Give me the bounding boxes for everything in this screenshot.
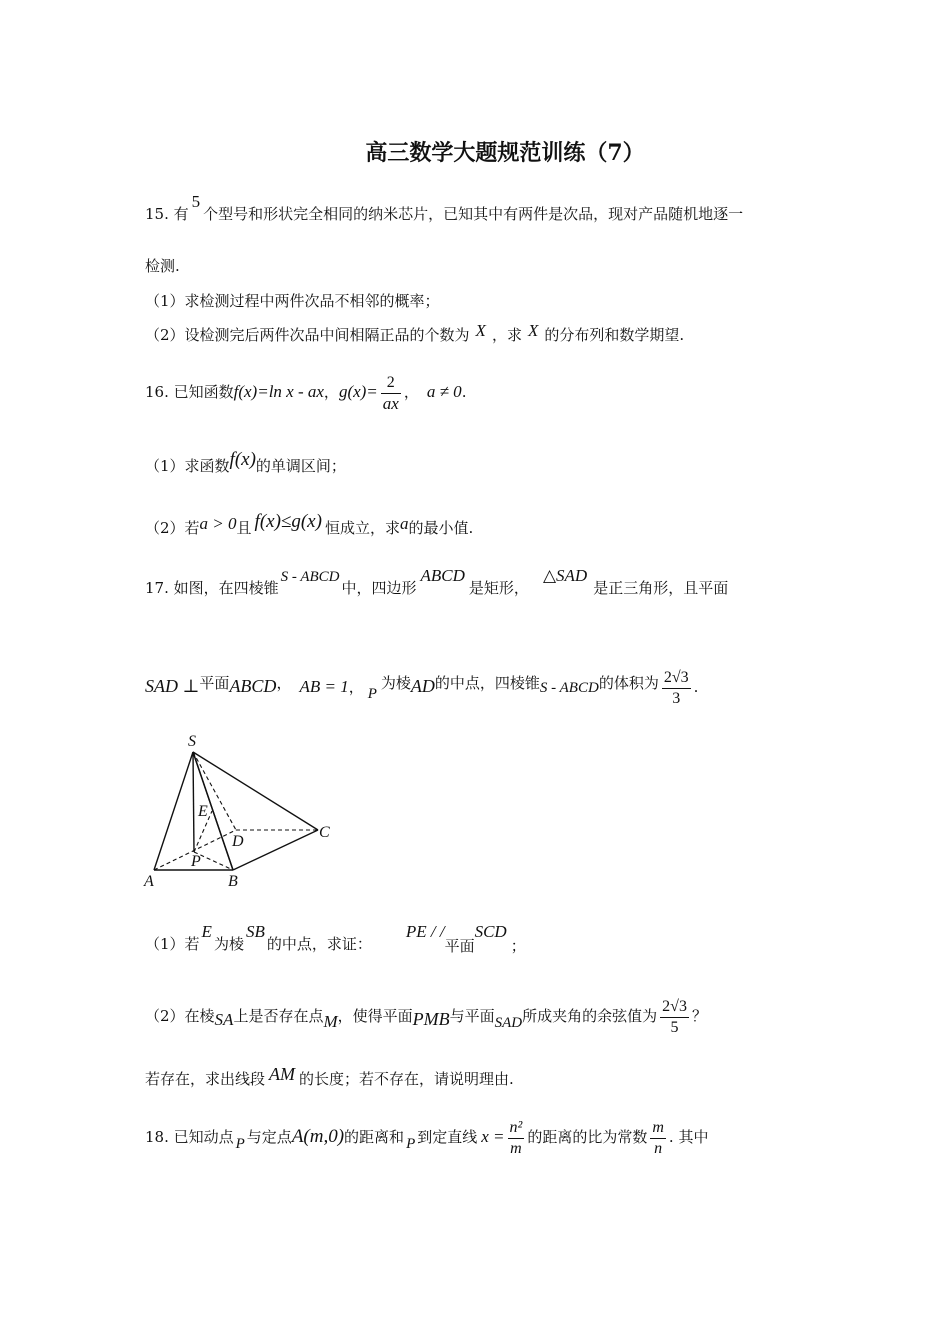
q17-SAD: SAD xyxy=(494,1015,523,1031)
q15-count: 5 xyxy=(191,192,201,211)
q17-part1-text2: 为棱 xyxy=(213,935,244,953)
q17-abcd: ABCD xyxy=(229,676,277,696)
q18-text5: . 其中 xyxy=(668,1128,709,1146)
q16-fx: f(x) xyxy=(229,449,256,470)
q17-AM: AM xyxy=(269,1064,296,1084)
q17-part1 xyxy=(145,922,526,955)
q15-part2 xyxy=(145,321,685,345)
frac-den: 5 xyxy=(660,1017,689,1038)
q18-x: x = xyxy=(481,1127,505,1146)
q17-part1-text3: 的中点，求证： xyxy=(266,935,372,953)
label-E: E xyxy=(198,803,208,820)
q16-a-pos: a > 0 xyxy=(199,514,237,533)
q17-text4: 为棱 xyxy=(380,674,411,692)
label-P: P xyxy=(191,853,201,870)
frac-den: 3 xyxy=(662,688,691,709)
frac-num: 2√3 xyxy=(663,668,689,686)
q17-part2-end: ？ xyxy=(691,1007,707,1025)
q17-plane: 平面 xyxy=(199,674,230,692)
page-title: 高三数学大题规范训练（7） xyxy=(365,140,645,166)
q17-M: M xyxy=(323,1012,338,1031)
q18-P: P xyxy=(235,1136,245,1152)
q17-SB: SB xyxy=(245,922,265,941)
q15-part2-text3: 的分布列和数学期望. xyxy=(544,326,685,344)
q17-part2-line2 xyxy=(145,1064,514,1089)
q18-line-frac xyxy=(508,1118,525,1159)
q15-intro: 15. 有 xyxy=(145,205,189,223)
frac-den: n xyxy=(650,1138,666,1159)
q17-ab: AB = 1 xyxy=(299,677,349,696)
frac-den: ax xyxy=(382,393,399,413)
q18-intro: 18. 已知动点 xyxy=(145,1128,234,1146)
q17-end: . xyxy=(693,678,699,696)
q17-sep2: ， xyxy=(348,678,364,696)
q17-part2-text5: 所成夹角的余弦值为 xyxy=(522,1007,658,1025)
q17-line2 xyxy=(145,656,698,718)
q18-A: A(m,0) xyxy=(291,1126,345,1147)
q18-text4: 的距离的比为常数 xyxy=(527,1128,648,1146)
q16-part1 xyxy=(145,449,346,476)
q17-p: P xyxy=(367,686,377,702)
q17-E: E xyxy=(201,922,212,941)
q16-part2-text: （2）若 xyxy=(145,519,200,537)
frac-num: 2 xyxy=(386,373,395,391)
q15-part1: （1）求检测过程中两件次品不相邻的概率； xyxy=(145,292,440,310)
frac-den: m xyxy=(508,1138,525,1159)
frac-num: n² xyxy=(509,1118,523,1136)
q17-part3-text2: 的长度；若不存在，请说明理由. xyxy=(299,1070,514,1088)
var-X: X xyxy=(527,321,539,340)
q18-line1 xyxy=(145,1112,708,1163)
q16-part1-text2: 的单调区间； xyxy=(255,457,346,475)
edge-SA xyxy=(154,752,193,870)
edge-SC xyxy=(193,752,318,830)
q15-line2: 检测. xyxy=(145,257,180,275)
q17-text: 中，四边形 xyxy=(341,579,417,597)
q17-perp: SAD ⊥ xyxy=(145,676,200,696)
q15-line1 xyxy=(145,192,744,224)
q17-part3-text: 若存在，求出线段 xyxy=(145,1070,266,1088)
pyramid-figure xyxy=(140,730,340,895)
q17-intro: 17. 如图，在四棱锥 xyxy=(145,579,279,597)
q17-part2 xyxy=(145,992,707,1040)
q17-text3: 是正三角形，且平面 xyxy=(593,579,729,597)
q17-text2: 是矩形， xyxy=(468,579,529,597)
label-C: C xyxy=(319,824,330,841)
label-A: A xyxy=(144,873,154,890)
q17-part1-text: （1）若 xyxy=(145,935,200,953)
label-B: B xyxy=(228,873,238,890)
q17-part2-text4: 与平面 xyxy=(449,1007,495,1025)
q16-intro: 16. 已知函数 xyxy=(145,383,234,401)
q17-part1-plane: 平面 xyxy=(444,937,475,955)
q17-pyramid: S - ABCD xyxy=(280,569,340,585)
q17-SCD: SCD xyxy=(474,922,507,941)
q17-part2-text3: ，使得平面 xyxy=(337,1007,413,1025)
q17-PE: PE / / xyxy=(405,922,445,941)
q17-tri: △SAD xyxy=(542,566,588,585)
q16-part2 xyxy=(145,511,474,538)
q16-part2-text4: 的最小值. xyxy=(408,519,474,537)
edge-BC xyxy=(233,830,318,870)
q15-text: 个型号和形状完全相同的纳米芯片，已知其中有两件是次品，现对产品随机地逐一 xyxy=(203,205,744,223)
q17-PMB: PMB xyxy=(412,1009,450,1029)
q16-part2-text2: 且 xyxy=(236,519,252,537)
q16-sep2: ， xyxy=(403,383,419,401)
q16-a-var: a xyxy=(399,514,409,533)
frac-num: 2√3 xyxy=(662,997,687,1015)
q16-cond: a ≠ 0 xyxy=(426,382,462,401)
q17-rect: ABCD xyxy=(420,566,465,585)
q17-part1-end: ； xyxy=(510,937,526,955)
q18-text3: 到定直线 xyxy=(417,1128,478,1146)
q17-volume-frac xyxy=(662,668,691,709)
q17-cos-frac xyxy=(660,997,689,1038)
q16-g-frac xyxy=(381,373,401,414)
q17-text5: 的中点，四棱锥 xyxy=(434,674,540,692)
q17-line1 xyxy=(145,566,729,599)
q17-part2-text2: 上是否存在点 xyxy=(233,1007,324,1025)
q18-text: 与定点 xyxy=(246,1128,292,1146)
q16-part1-text: （1）求函数 xyxy=(145,457,230,475)
q16-end: . xyxy=(461,383,467,401)
q17-sep: ， xyxy=(276,674,292,692)
q16-g-lhs: g(x)= xyxy=(338,382,378,401)
q16-line1 xyxy=(145,372,466,414)
q18-text2: 的距离和 xyxy=(344,1128,405,1146)
q18-ratio-frac xyxy=(650,1118,666,1159)
frac-num: m xyxy=(652,1118,664,1136)
q17-ad: AD xyxy=(410,676,435,696)
label-D: D xyxy=(232,833,244,850)
label-S: S xyxy=(188,733,196,750)
q17-text6: 的体积为 xyxy=(598,674,659,692)
q17-part2-text: （2）在棱 xyxy=(145,1007,215,1025)
q17-SA: SA xyxy=(214,1010,234,1029)
q15-part2-text2: ，求 xyxy=(491,326,522,344)
edge-SP xyxy=(193,752,194,852)
q17-pyramid2: S - ABCD xyxy=(539,680,599,696)
q18-P2: P xyxy=(406,1136,416,1152)
q16-ineq: f(x)≤g(x) xyxy=(254,511,322,532)
q16-sep: ， xyxy=(323,383,339,401)
q16-f-def: f(x)=ln x - ax xyxy=(233,382,324,401)
var-X: X xyxy=(475,321,486,340)
q15-part2-text: （2）设检测完后两件次品中间相隔正品的个数为 xyxy=(145,326,470,344)
q16-part2-text3: 恒成立，求 xyxy=(324,519,400,537)
